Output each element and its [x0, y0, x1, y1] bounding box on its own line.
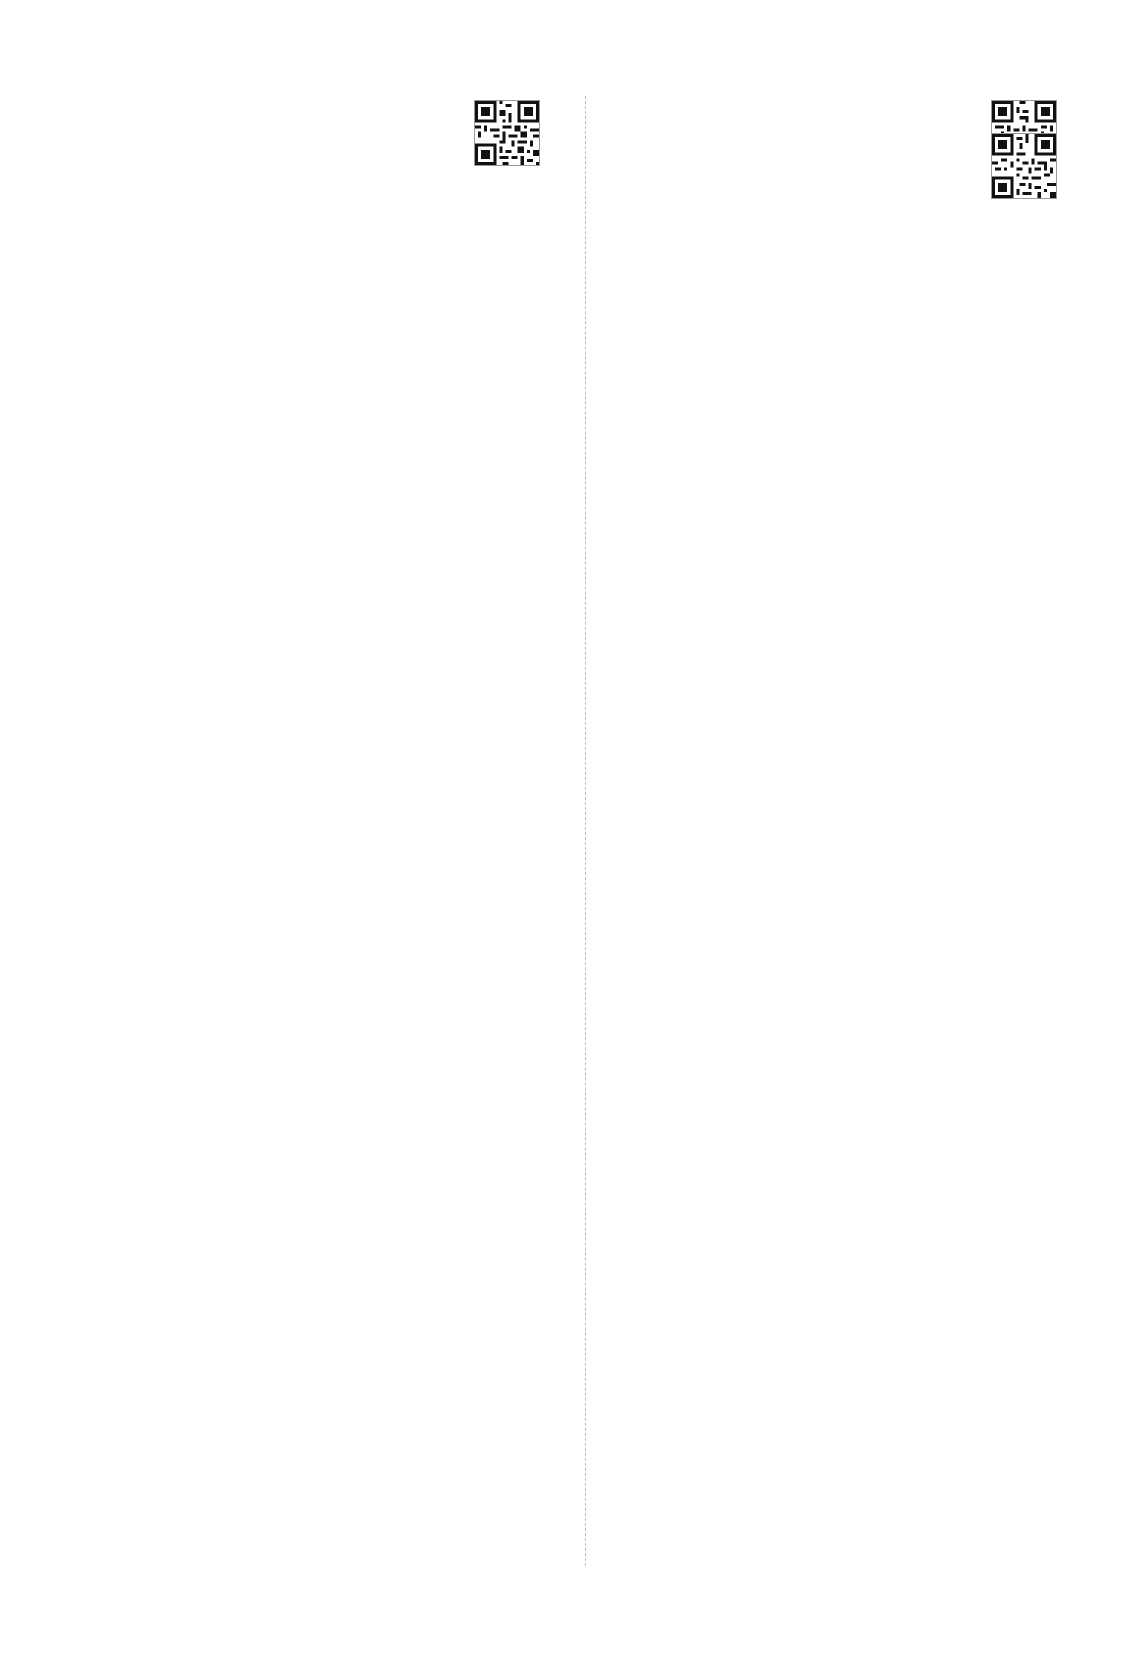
- question-20: [602, 129, 1057, 162]
- q20-analysis-1: [602, 129, 1057, 162]
- qr-code-icon[interactable]: [991, 133, 1057, 199]
- question-18: [85, 96, 540, 129]
- q19-analysis-1: [602, 96, 1057, 129]
- column-divider: [585, 96, 587, 1566]
- qr-code-icon[interactable]: [474, 100, 540, 166]
- question-19: [602, 96, 1057, 129]
- right-column: [602, 96, 1057, 162]
- left-column: [85, 96, 540, 129]
- q18-analysis-1: [85, 96, 540, 129]
